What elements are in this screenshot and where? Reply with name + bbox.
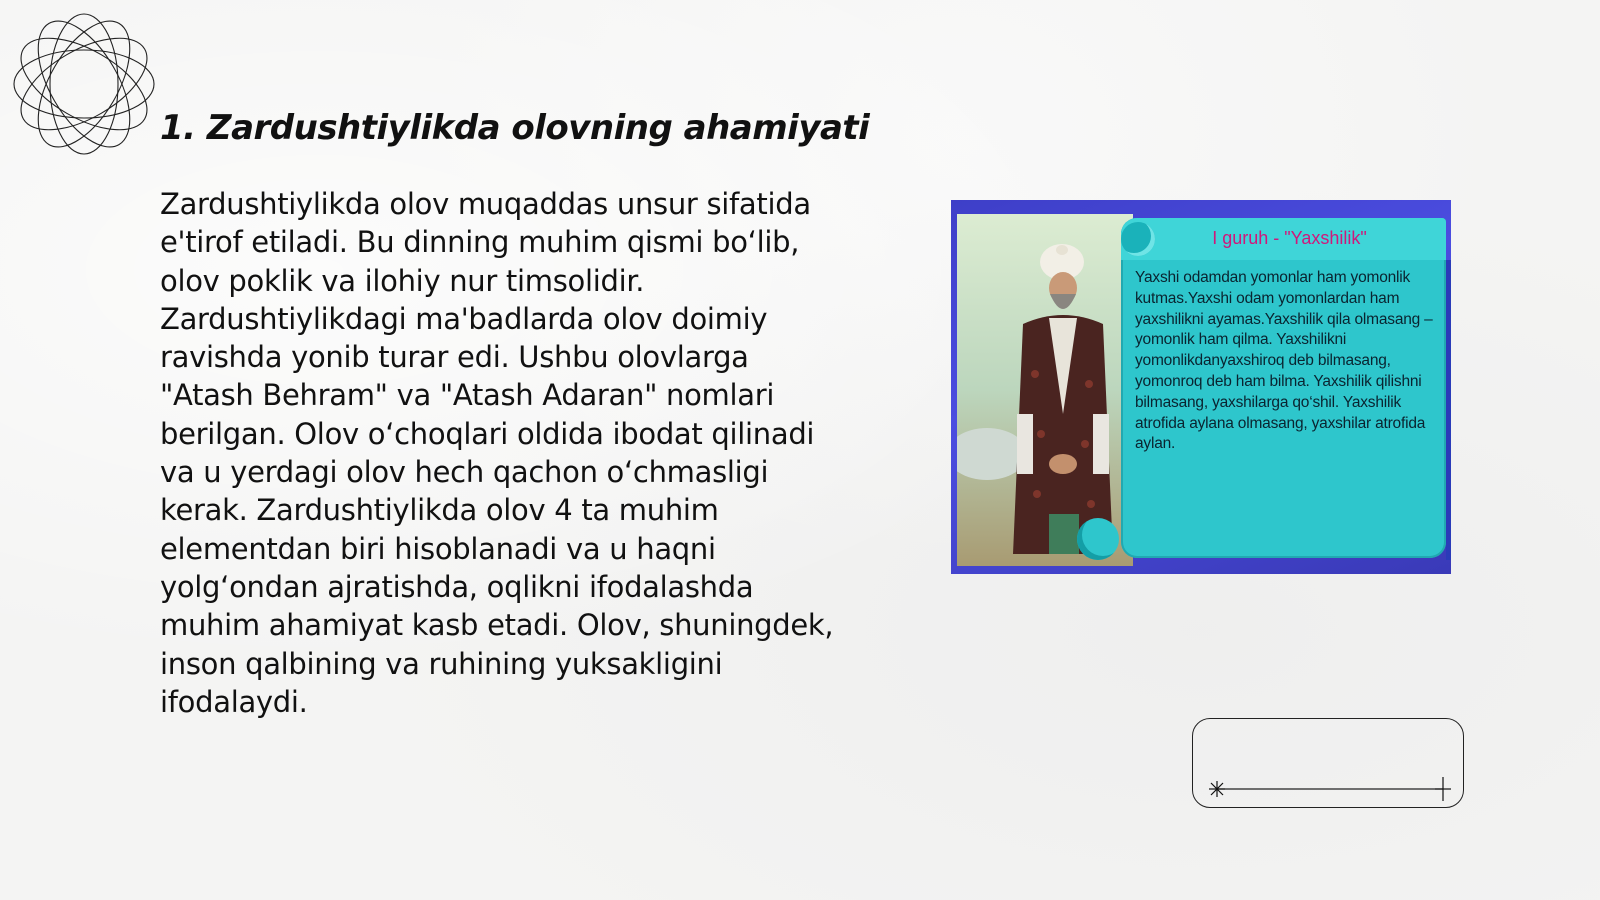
portrait-picture <box>957 214 1133 566</box>
scroll-heading: I guruh - "Yaxshilik" <box>1212 228 1367 248</box>
scroll-edge <box>1446 260 1451 560</box>
spirograph-ornament-icon <box>10 10 158 158</box>
illustration-image <box>951 200 1451 574</box>
quote-scroll <box>1121 218 1446 558</box>
slide-title: 1. Zardushtiylikda olovning ahamiyati <box>160 108 870 148</box>
cross-star-icon <box>1435 777 1451 801</box>
scroll-text: Yaxshi odamdan yomonlar ham yomonlik kutmas.Yaxshi odam yomonlardan ham yaxshilikni ayamas.Yaxshilik qila olmasang – yomonlik ham qilma. Yaxshilikni yomonlikdanyaxshiroq deb bilmasang, yomonroq deb ham bilma. Yaxshilik qilishni bilmasang, yaxshilarga qo‘shil. Yaxshilik atrofida aylana olmasang, yaxshilar atrofida aylan. <box>1135 269 1433 453</box>
scroll-curl-icon <box>1077 518 1119 560</box>
sparkle-icon <box>1209 781 1225 797</box>
decorative-frame <box>1192 718 1464 808</box>
slide-body-text: Zardushtiylikda olov muqaddas unsur sifatida e'tirof etiladi. Bu dinning muhim qismi bo‘lib, olov poklik va ilohiy nur timsolidir. Zardushtiylikdagi ma'badlarda olov doimiy ravishda yonib turar edi. Ushbu olovlarga "Atash Behram" va "Atash Adaran" nomlari berilgan. Olov o‘choqlari oldida ibodat qilinadi va u yerdagi olov hech qachon o‘chmasligi kerak. Zardushtiylikda olov 4 ta muhim elementdan biri hisoblanadi va u haqni yolg‘ondan ajratishda, oqlikni ifodalashda muhim ahamiyat kasb etadi. Olov, shuningdek, inson qalbining va ruhining yuksakligini ifodalaydi. <box>160 187 834 719</box>
